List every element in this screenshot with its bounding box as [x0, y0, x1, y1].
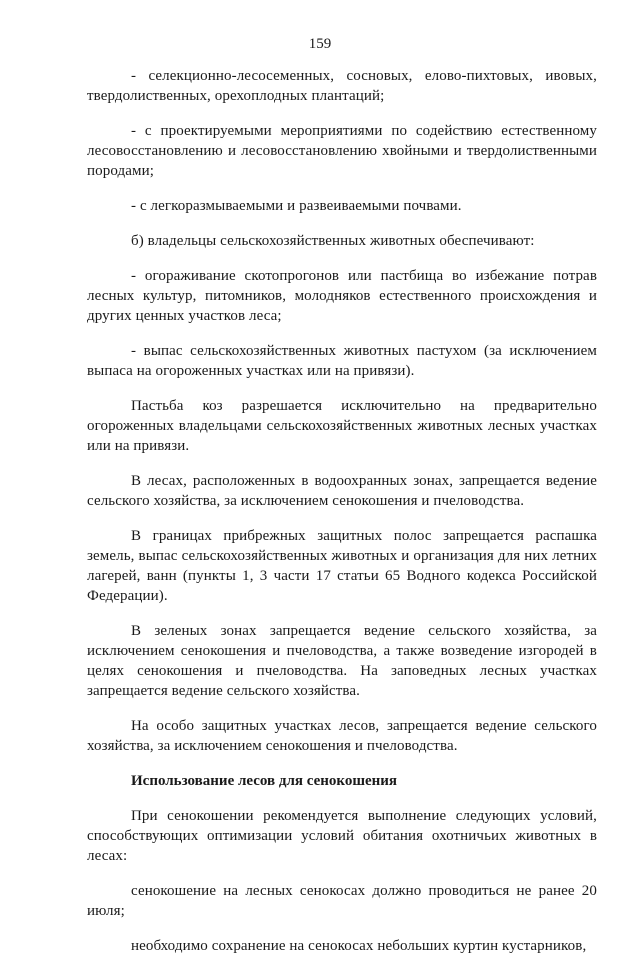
- paragraph: - огораживание скотопрогонов или пастбища во избежание потрав лесных культур, питомников, молодняков естественного происхождения и других ценных участков леса;: [87, 268, 597, 324]
- page-number: 159: [308, 36, 332, 52]
- section-paragraph: сенокошение на лесных сенокосах должно проводиться не ранее 20 июля;: [87, 883, 597, 919]
- paragraph: - выпас сельскохозяйственных животных пастухом (за исключением выпаса на огороженных участках или на привязи).: [87, 343, 597, 379]
- section-heading: Использование лесов для сенокошения: [131, 773, 398, 789]
- paragraph: В границах прибрежных защитных полос запрещается распашка земель, выпас сельскохозяйственных животных и организация для них летних лагерей, ванн (пункты 1, 3 части 17 статьи 65 Водного кодекса Российской Федерации).: [87, 528, 597, 604]
- paragraph: - с легкоразмываемыми и развеиваемыми почвами.: [131, 198, 462, 214]
- paragraph: На особо защитных участках лесов, запрещается ведение сельского хозяйства, за исключением сенокошения и пчеловодства.: [87, 718, 597, 754]
- document-body: [87, 66, 597, 970]
- section-paragraph: При сенокошении рекомендуется выполнение следующих условий, способствующих оптимизации условий обитания охотничьих животных в лесах:: [87, 808, 597, 864]
- paragraph: - селекционно-лесосеменных, сосновых, елово-пихтовых, ивовых, твердолиственных, орехоплодных плантаций;: [87, 68, 597, 104]
- paragraph: - с проектируемыми мероприятиями по содействию естественному лесовосстановлению и лесовосстановлению хвойными и твердолиственными породами;: [87, 123, 597, 179]
- section-paragraph: необходимо сохранение на сенокосах небольших куртин кустарников,: [131, 938, 587, 954]
- paragraph: В зеленых зонах запрещается ведение сельского хозяйства, за исключением сенокошения и пчеловодства, а также возведение изгородей в целях сенокошения и пчеловодства. На заповедных лесных участках запрещается ведение сельского хозяйства.: [87, 623, 597, 699]
- paragraph: б) владельцы сельскохозяйственных животных обеспечивают:: [131, 233, 535, 249]
- paragraph: Пастьба коз разрешается исключительно на предварительно огороженных владельцами сельскохозяйственных животных лесных участках или на привязи.: [87, 398, 597, 454]
- paragraph: В лесах, расположенных в водоохранных зонах, запрещается ведение сельского хозяйства, за исключением сенокошения и пчеловодства.: [87, 473, 597, 509]
